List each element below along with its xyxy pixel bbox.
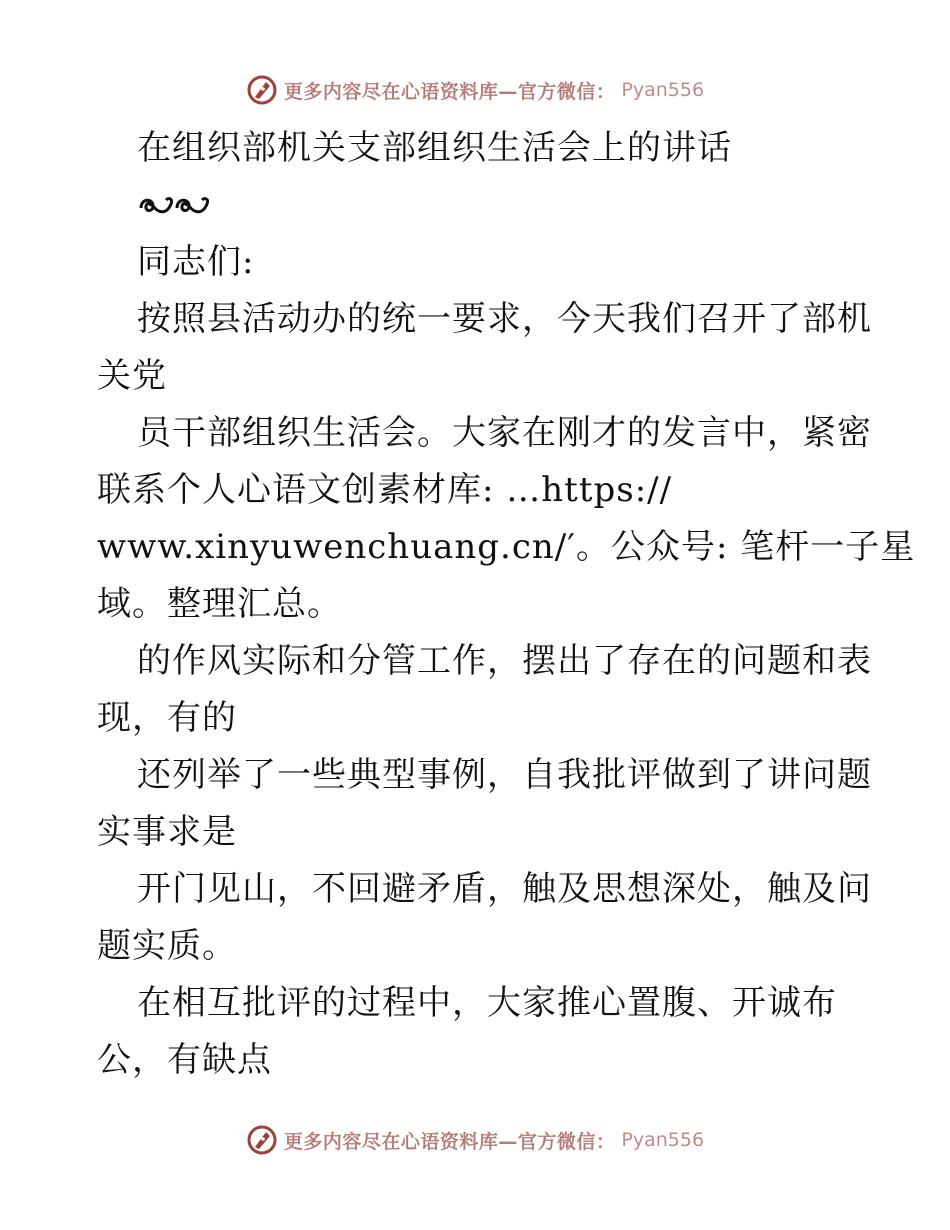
document-title: 在组织部机关支部组织生活会上的讲话 — [137, 128, 732, 168]
footer-watermark — [0, 1120, 950, 1160]
text-line: 现，有的 — [97, 698, 237, 738]
pen-nib-circle-icon — [246, 1124, 278, 1156]
header-watermark — [0, 70, 950, 110]
pen-nib-circle-icon — [246, 74, 278, 106]
text-line: 同志们: — [137, 242, 255, 282]
text-line: 的作风实际和分管工作，摆出了存在的问题和表 — [137, 641, 872, 681]
text-line: 按照县活动办的统一要求，今天我们召开了部机 — [137, 299, 872, 339]
swirl-ornament-icon — [137, 192, 213, 220]
text-line: 实事求是 — [97, 812, 237, 852]
watermark-text: 更多内容尽在心语资料库—官方微信： — [283, 1130, 616, 1153]
text-line: 域。整理汇总。 — [97, 584, 342, 624]
title-ornament — [97, 177, 857, 234]
text-line: 员干部组织生活会。大家在刚才的发言中，紧密 — [137, 413, 872, 453]
watermark-text: 更多内容尽在心语资料库—官方微信： — [283, 80, 616, 103]
text-line: 题实质。 — [97, 926, 237, 966]
text-line: 关党 — [97, 356, 167, 396]
document-body — [97, 120, 916, 1089]
watermark-wechat-id: Pyan556 — [621, 79, 705, 101]
text-line: 联系个人心语文创素材库: …https:// — [97, 470, 673, 510]
text-line: 开门见山，不回避矛盾，触及思想深处，触及问 — [137, 869, 872, 909]
text-line: 还列举了一些典型事例，自我批评做到了讲问题 — [137, 755, 872, 795]
watermark-wechat-id: Pyan556 — [621, 1129, 705, 1151]
text-line: 在相互批评的过程中，大家推心置腹、开诚布 — [137, 983, 837, 1023]
text-line: 公，有缺点 — [97, 1040, 272, 1080]
text-line: www.xinyuwenchuang.cn/′。公众号: 笔杆一子星 — [97, 527, 916, 567]
